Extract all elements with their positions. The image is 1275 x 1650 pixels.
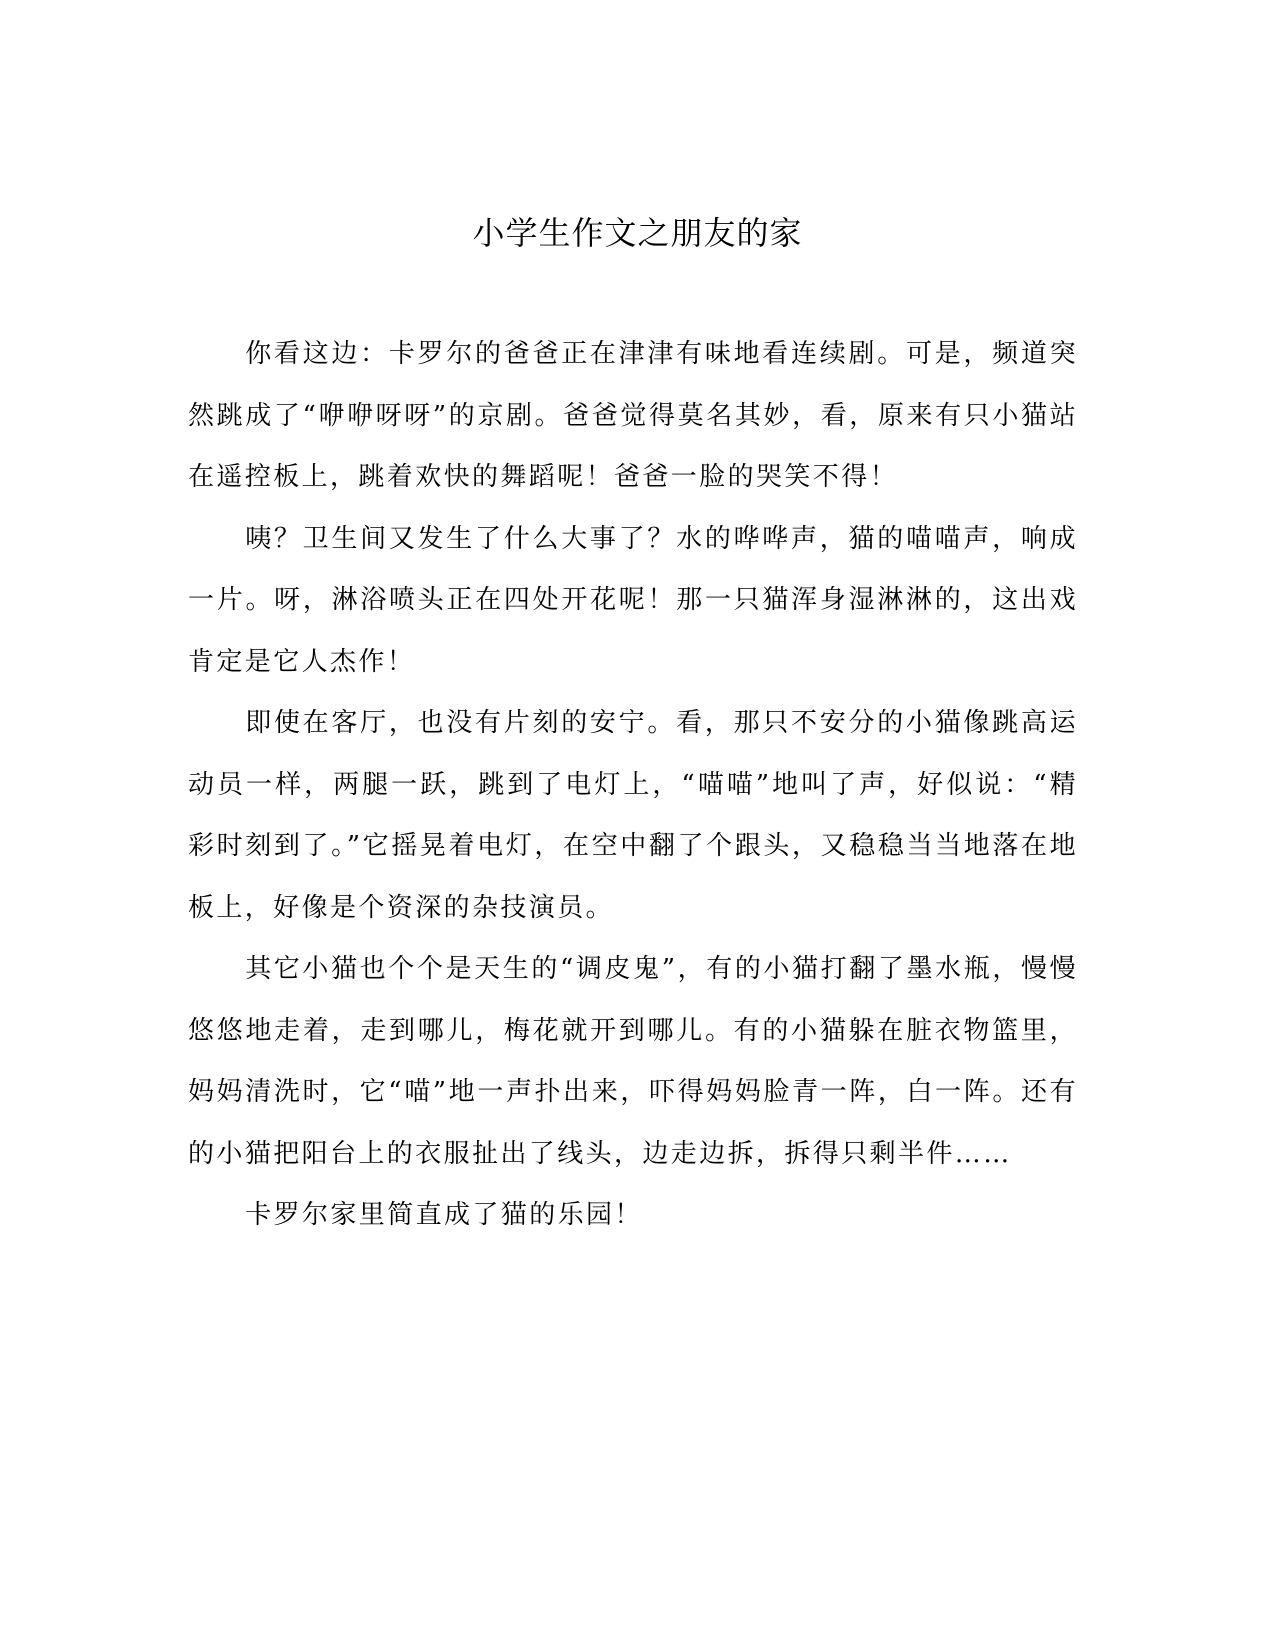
document-body: [188, 324, 1078, 1247]
paragraph-3: 即使在客厅，也没有片刻的安宁。看，那只不安分的小猫像跳高运动员一样，两腿一跃，跳到了电灯上，“喵喵”地叫了声，好似说：“精彩时刻到了。”它摇晃着电灯，在空中翻了个跟头，又稳稳当当地落在地板上，好像是个资深的杂技演员。: [188, 708, 1078, 923]
paragraph-5: 卡罗尔家里简直成了猫的乐园！: [245, 1200, 643, 1230]
paragraph-4: 其它小猫也个个是天生的“调皮鬼”，有的小猫打翻了墨水瓶，慢慢悠悠地走着，走到哪儿，梅花就开到哪儿。有的小猫躲在脏衣物篮里，妈妈清洗时，它“喵”地一声扑出来，吓得妈妈脸青一阵，白一阵。还有的小猫把阳台上的衣服扯出了线头，边走边拆，拆得只剩半件……: [188, 954, 1078, 1169]
paragraph-1: 你看这边：卡罗尔的爸爸正在津津有味地看连续剧。可是，频道突然跳成了“咿咿呀呀”的京剧。爸爸觉得莫名其妙，看，原来有只小猫站在遥控板上，跳着欢快的舞蹈呢！爸爸一脸的哭笑不得！: [188, 339, 1078, 492]
document-title: 小学生作文之朋友的家: [472, 214, 803, 252]
paragraph-2: 咦？卫生间又发生了什么大事了？水的哗哗声，猫的喵喵声，响成一片。呀，淋浴喷头正在四处开花呢！那一只猫浑身湿淋淋的，这出戏肯定是它人杰作！: [188, 523, 1078, 677]
